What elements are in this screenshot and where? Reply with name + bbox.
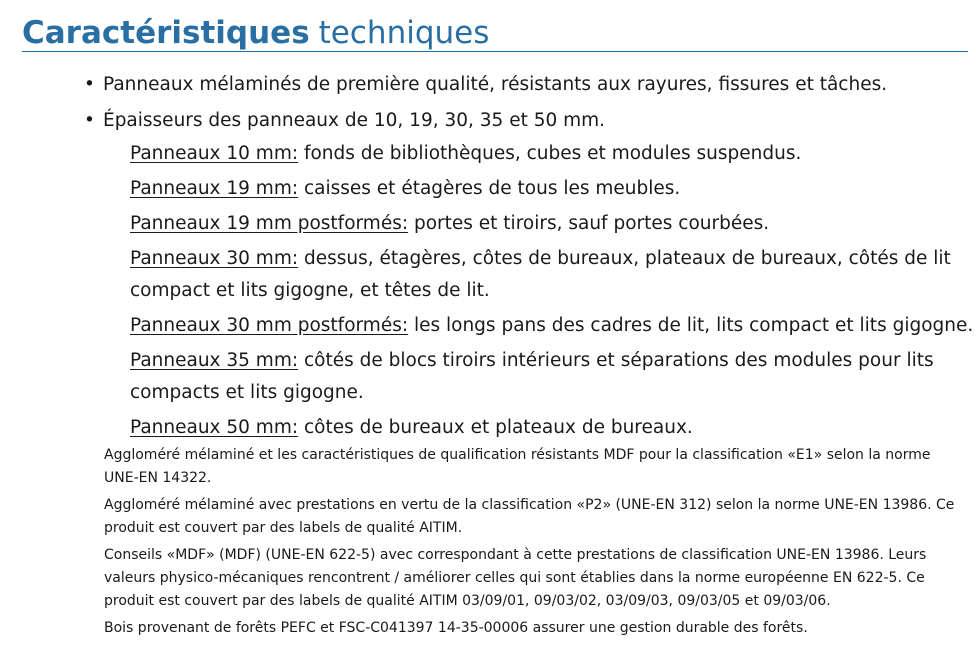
bullet-text: Panneaux mélaminés de première qualité, résistants aux rayures, fissures et tâches. bbox=[103, 74, 888, 95]
detail-50mm bbox=[130, 412, 975, 444]
bullet-item bbox=[82, 106, 887, 136]
bullet-marker: • bbox=[84, 74, 95, 95]
bullet-text: Épaisseurs des panneaux de 10, 19, 30, 35 et 50 mm. bbox=[103, 110, 606, 131]
detail-label: Panneaux 30 mm: bbox=[130, 248, 299, 269]
section-heading-light: techniques bbox=[318, 15, 490, 51]
detail-text: caisses et étagères de tous les meubles. bbox=[298, 178, 681, 199]
detail-text: les longs pans des cadres de lit, lits compact et lits gigogne. bbox=[408, 315, 974, 336]
detail-10mm bbox=[130, 138, 975, 170]
bullet-item bbox=[82, 70, 887, 100]
detail-19mm bbox=[130, 173, 975, 205]
detail-label: Panneaux 10 mm: bbox=[130, 143, 299, 164]
detail-label: Panneaux 35 mm: bbox=[130, 350, 299, 371]
detail-text: fonds de bibliothèques, cubes et modules suspendus. bbox=[298, 143, 802, 164]
detail-30mm-postformed bbox=[130, 310, 975, 342]
detail-19mm-postformed bbox=[130, 208, 975, 240]
bullet-marker: • bbox=[84, 110, 95, 131]
certification-notes bbox=[104, 444, 966, 644]
panel-thickness-details bbox=[130, 138, 975, 447]
detail-text: portes et tiroirs, sauf portes courbées. bbox=[408, 213, 770, 234]
note-e1-classification: Aggloméré mélaminé et les caractéristiques de qualification résistants MDF pour la classification «E1» selon la norme UNE-EN 14322. bbox=[104, 447, 931, 486]
detail-35mm bbox=[130, 345, 975, 409]
note-pefc-fsc: Bois provenant de forêts PEFC et FSC-C041397 14-35-00006 assurer une gestion durable des forêts. bbox=[104, 620, 808, 636]
heading-underline-rule bbox=[22, 51, 968, 52]
note-p2-classification: Aggloméré mélaminé avec prestations en vertu de la classification «P2» (UNE-EN 312) selon la norme UNE-EN 13986. Ce produit est couvert par des labels de qualité AITIM. bbox=[104, 497, 955, 536]
detail-label: Panneaux 30 mm postformés: bbox=[130, 315, 409, 336]
detail-label: Panneaux 19 mm: bbox=[130, 178, 299, 199]
detail-30mm bbox=[130, 243, 975, 307]
detail-label: Panneaux 19 mm postformés: bbox=[130, 213, 409, 234]
detail-text: dessus, étagères, côtes de bureaux, plateaux de bureaux, côtés de lit compact et lits gigogne, et têtes de lit. bbox=[130, 248, 951, 301]
section-heading bbox=[22, 14, 489, 52]
detail-text: côtes de bureaux et plateaux de bureaux. bbox=[298, 417, 693, 438]
detail-label: Panneaux 50 mm: bbox=[130, 417, 299, 438]
section-heading-bold: Caractéristiques bbox=[22, 15, 310, 51]
note-mdf-classification: Conseils «MDF» (MDF) (UNE-EN 622-5) avec correspondant à cette prestations de classification UNE-EN 13986. Leurs valeurs physico-mécaniques rencontrent / améliorer celles qui sont établies dans la norme européenne EN 622-5. Ce produit est couvert par des labels de qualité AITIM 03/09/01, 09/03/02, 03/09/03, 09/03/05 et 09/03/06. bbox=[104, 547, 927, 609]
bullet-list bbox=[82, 70, 887, 142]
detail-text: côtés de blocs tiroirs intérieurs et séparations des modules pour lits compacts et lits gigogne. bbox=[130, 350, 934, 403]
